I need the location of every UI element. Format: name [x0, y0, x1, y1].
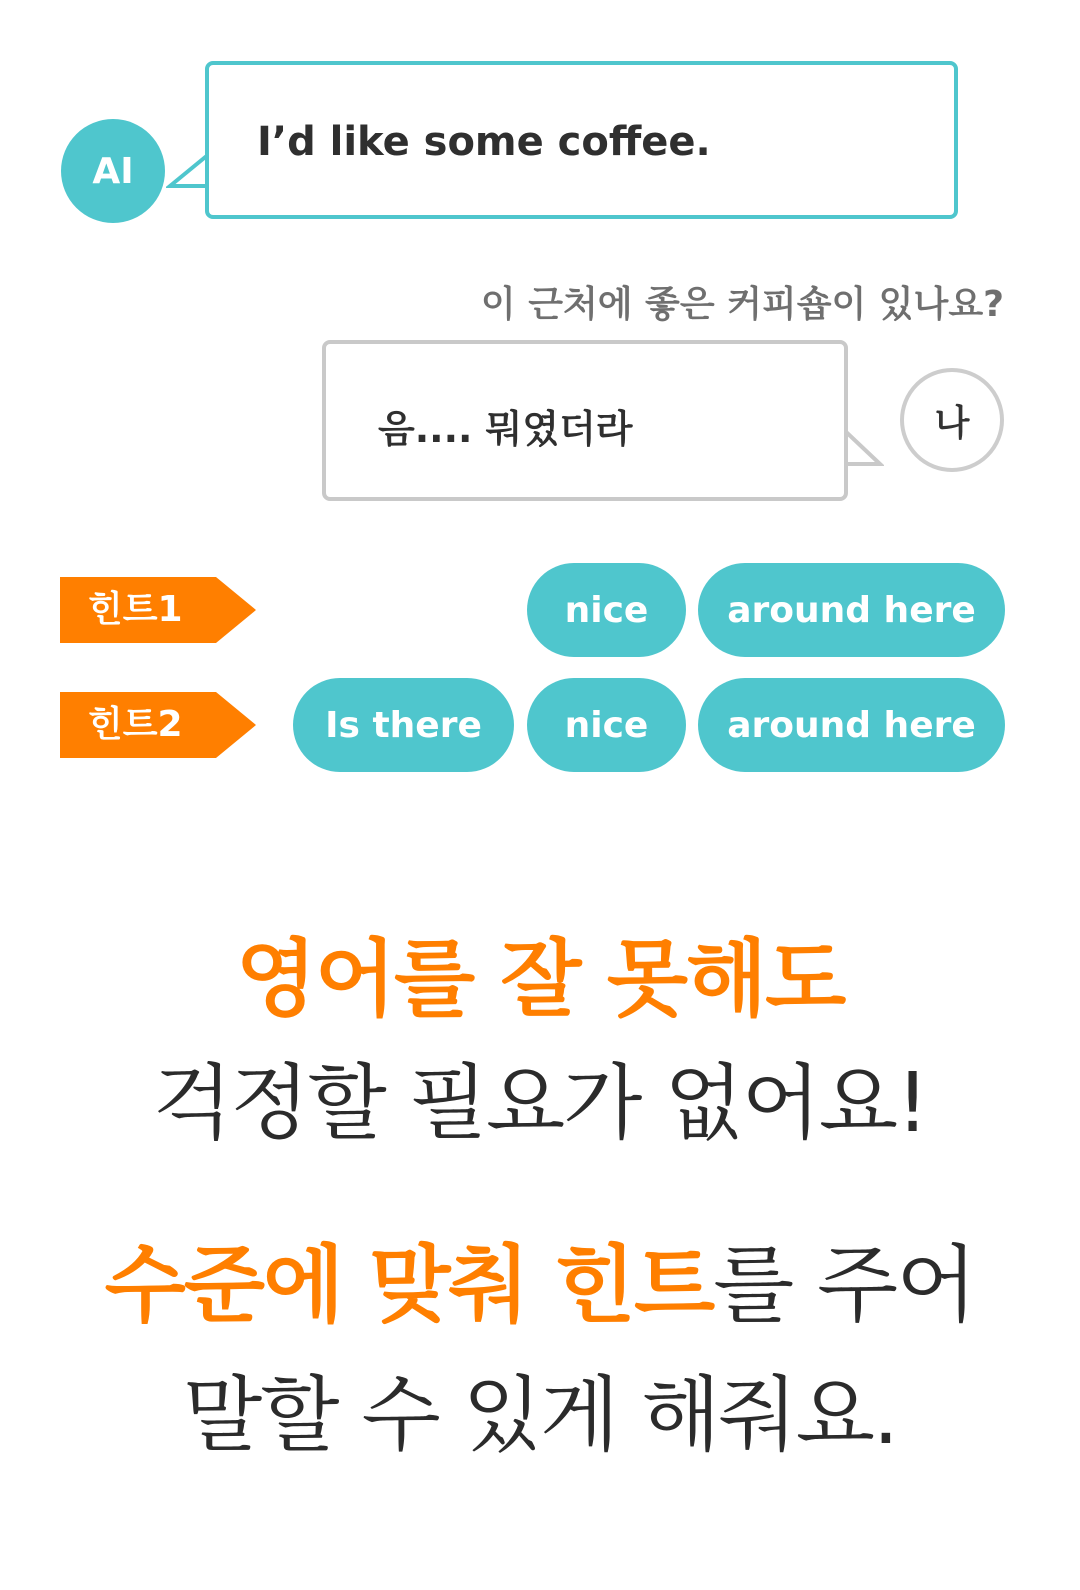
promo-line-3	[0, 1218, 1080, 1339]
hint-2-pill-nice[interactable]: nice	[527, 678, 686, 772]
ai-avatar	[61, 119, 165, 223]
hint-1-pill-around-here[interactable]: around here	[698, 563, 1005, 657]
hint-tag-1-label: 힌트1	[88, 589, 183, 630]
ai-avatar-label: AI	[92, 150, 134, 192]
hint-tag-2-label: 힌트2	[88, 704, 183, 745]
promo-line-4: 말할 수 있게 해줘요.	[183, 1368, 897, 1463]
hint-2-pill-is-there[interactable]: Is there	[293, 678, 514, 772]
ai-message-bubble	[205, 61, 958, 219]
ai-message-text: I’d like some coffee.	[257, 119, 711, 165]
user-bubble-tail	[842, 428, 884, 468]
promo-line-3-rest: 를 주어	[713, 1236, 976, 1334]
ai-bubble-tail	[166, 152, 210, 192]
user-message-text: 음.... 뭐였더라	[378, 407, 633, 451]
user-message-bubble	[322, 340, 848, 501]
hint-tag-2	[60, 692, 256, 758]
hint-1-pill-nice[interactable]: nice	[527, 563, 686, 657]
promo-line-3-accent: 수준에 맞춰 힌트	[104, 1236, 714, 1334]
hint-tag-1	[60, 577, 256, 643]
promo-line-1: 영어를 잘 못해도	[235, 930, 845, 1028]
hint-2-pill-around-here[interactable]: around here	[698, 678, 1005, 772]
promo-line-2: 걱정할 필요가 없어요!	[153, 1056, 927, 1151]
user-avatar	[900, 368, 1004, 472]
user-avatar-label: 나	[934, 402, 970, 444]
translation-text: 이 근처에 좋은 커피숍이 있나요?	[480, 284, 1004, 325]
